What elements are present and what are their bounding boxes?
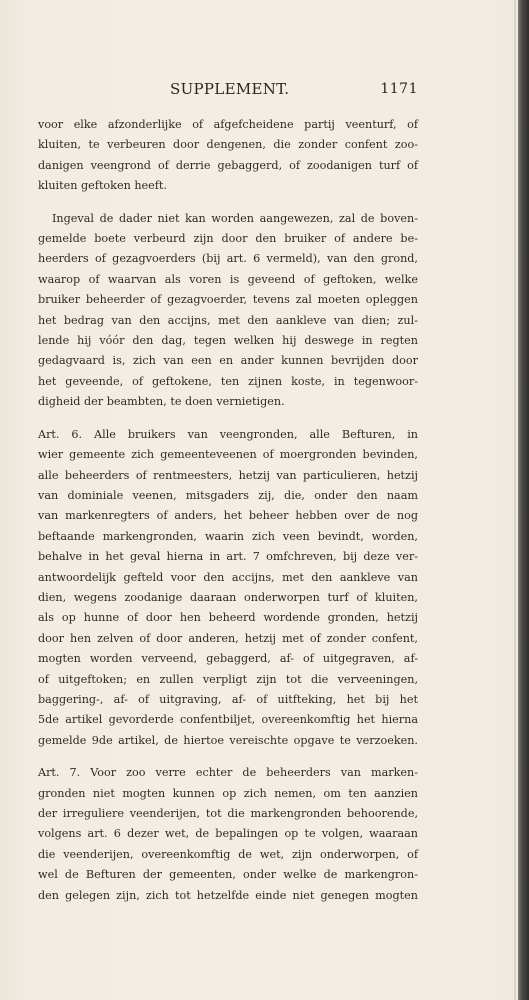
text-line: danigen veengrond of derrie gebaggerd, of zoodanigen turf of <box>38 158 418 172</box>
running-head: SUPPLEMENT. <box>170 80 290 98</box>
text-line: wel de Befturen der gemeenten, onder welke de markengron- <box>38 868 418 882</box>
text-line: kluiten geftoken heeft. <box>38 179 167 193</box>
page-edge-shadow <box>518 0 529 1000</box>
text-line: behalve in het geval hierna in art. 7 omfchreven, bij deze ver- <box>38 550 418 564</box>
text-line: gemelde 9de artikel, de hiertoe vereischte opgave te verzoeken. <box>38 733 418 747</box>
text-line: Ingeval de dader niet kan worden aangewezen, zal de boven- <box>52 211 418 225</box>
text-line: mogten worden verveend, gebaggerd, af- of uitgegraven, af- <box>38 652 418 666</box>
text-line: 5de artikel gevorderde confentbiljet, overeenkomftig het hierna <box>38 713 418 727</box>
text-line: der irreguliere veenderijen, tot die markengronden behoorende, <box>38 807 418 820</box>
text-line: gemelde boete verbeurd zijn door den bruiker of andere be- <box>38 232 418 246</box>
text-line: alle beheerders of rentmeesters, hetzij van particulieren, hetzij <box>38 468 418 482</box>
text-line: heerders of gezagvoerders (bij art. 6 vermeld), van den grond, <box>38 252 418 266</box>
paragraph-1 <box>38 115 418 197</box>
text-line: voor elke afzonderlijke of afgefcheidene partij veenturf, of <box>38 118 418 131</box>
text-line: van dominiale veenen, mitsgaders zij, die, onder den naam <box>38 488 418 502</box>
text-line: het bedrag van den accijns, met den aankleve van dien; zul- <box>38 313 418 327</box>
text-line: baggering-, af- of uitgraving, af- of uitfteking, het bij het <box>38 692 418 706</box>
text-line: door hen zelven of door anderen, hetzij met of zonder confent, <box>38 631 418 645</box>
paragraph-4 <box>38 763 418 906</box>
text-line: Art. 6. Alle bruikers van veengronden, alle Befturen, in <box>38 427 418 441</box>
text-line: dien, wegens zoodanige daaraan onderworpen turf of kluiten, <box>38 590 418 604</box>
text-line: antwoordelijk gefteld voor den accijns, met den aankleve van <box>38 570 418 584</box>
text-line: digheid der beambten, te doen vernietigen. <box>38 395 285 409</box>
text-line: van markenregters of anders, het beheer hebben over de nog <box>38 509 418 523</box>
text-line: die veenderijen, overeenkomftig de wet, zijn onderworpen, of <box>38 847 418 861</box>
text-line: wier gemeente zich gemeenteveenen of moergronden bevinden, <box>38 448 418 462</box>
paragraph-3 <box>38 425 418 752</box>
text-line: Art. 7. Voor zoo verre echter de beheerders van marken- <box>38 766 418 780</box>
text-line: of uitgeftoken; en zullen verpligt zijn tot die verveeningen, <box>38 672 418 686</box>
text-line: bruiker beheerder of gezagvoerder, tevens zal moeten opleggen <box>38 293 418 307</box>
text-line: gedagvaard is, zich van een en ander kunnen bevrijden door <box>38 354 418 368</box>
body-text <box>38 115 418 918</box>
text-line: gronden niet mogten kunnen op zich nemen, om ten aanzien <box>38 786 418 800</box>
text-line: lende hij vóór den dag, tegen welken hij deswege in regten <box>38 334 418 348</box>
paragraph-2 <box>38 209 418 413</box>
text-line: volgens art. 6 dezer wet, de bepalingen op te volgen, waaraan <box>38 827 418 841</box>
text-line: beftaande markengronden, waarin zich veen bevindt, worden, <box>38 529 418 543</box>
text-line: den gelegen zijn, zich tot hetzelfde einde niet genegen mogten <box>38 888 418 902</box>
text-line: als op hunne of door hen beheerd wordende gronden, hetzij <box>38 611 418 625</box>
text-line: kluiten, te verbeuren door dengenen, die zonder confent zoo- <box>38 138 418 152</box>
page-number: 1171 <box>380 81 418 97</box>
page-edge-line <box>514 0 516 1000</box>
page-header <box>38 80 418 102</box>
text-line: waarop of waarvan als voren is geveend of geftoken, welke <box>38 272 418 286</box>
text-line: het geveende, of geftokene, ten zijnen koste, in tegenwoor- <box>38 374 418 388</box>
